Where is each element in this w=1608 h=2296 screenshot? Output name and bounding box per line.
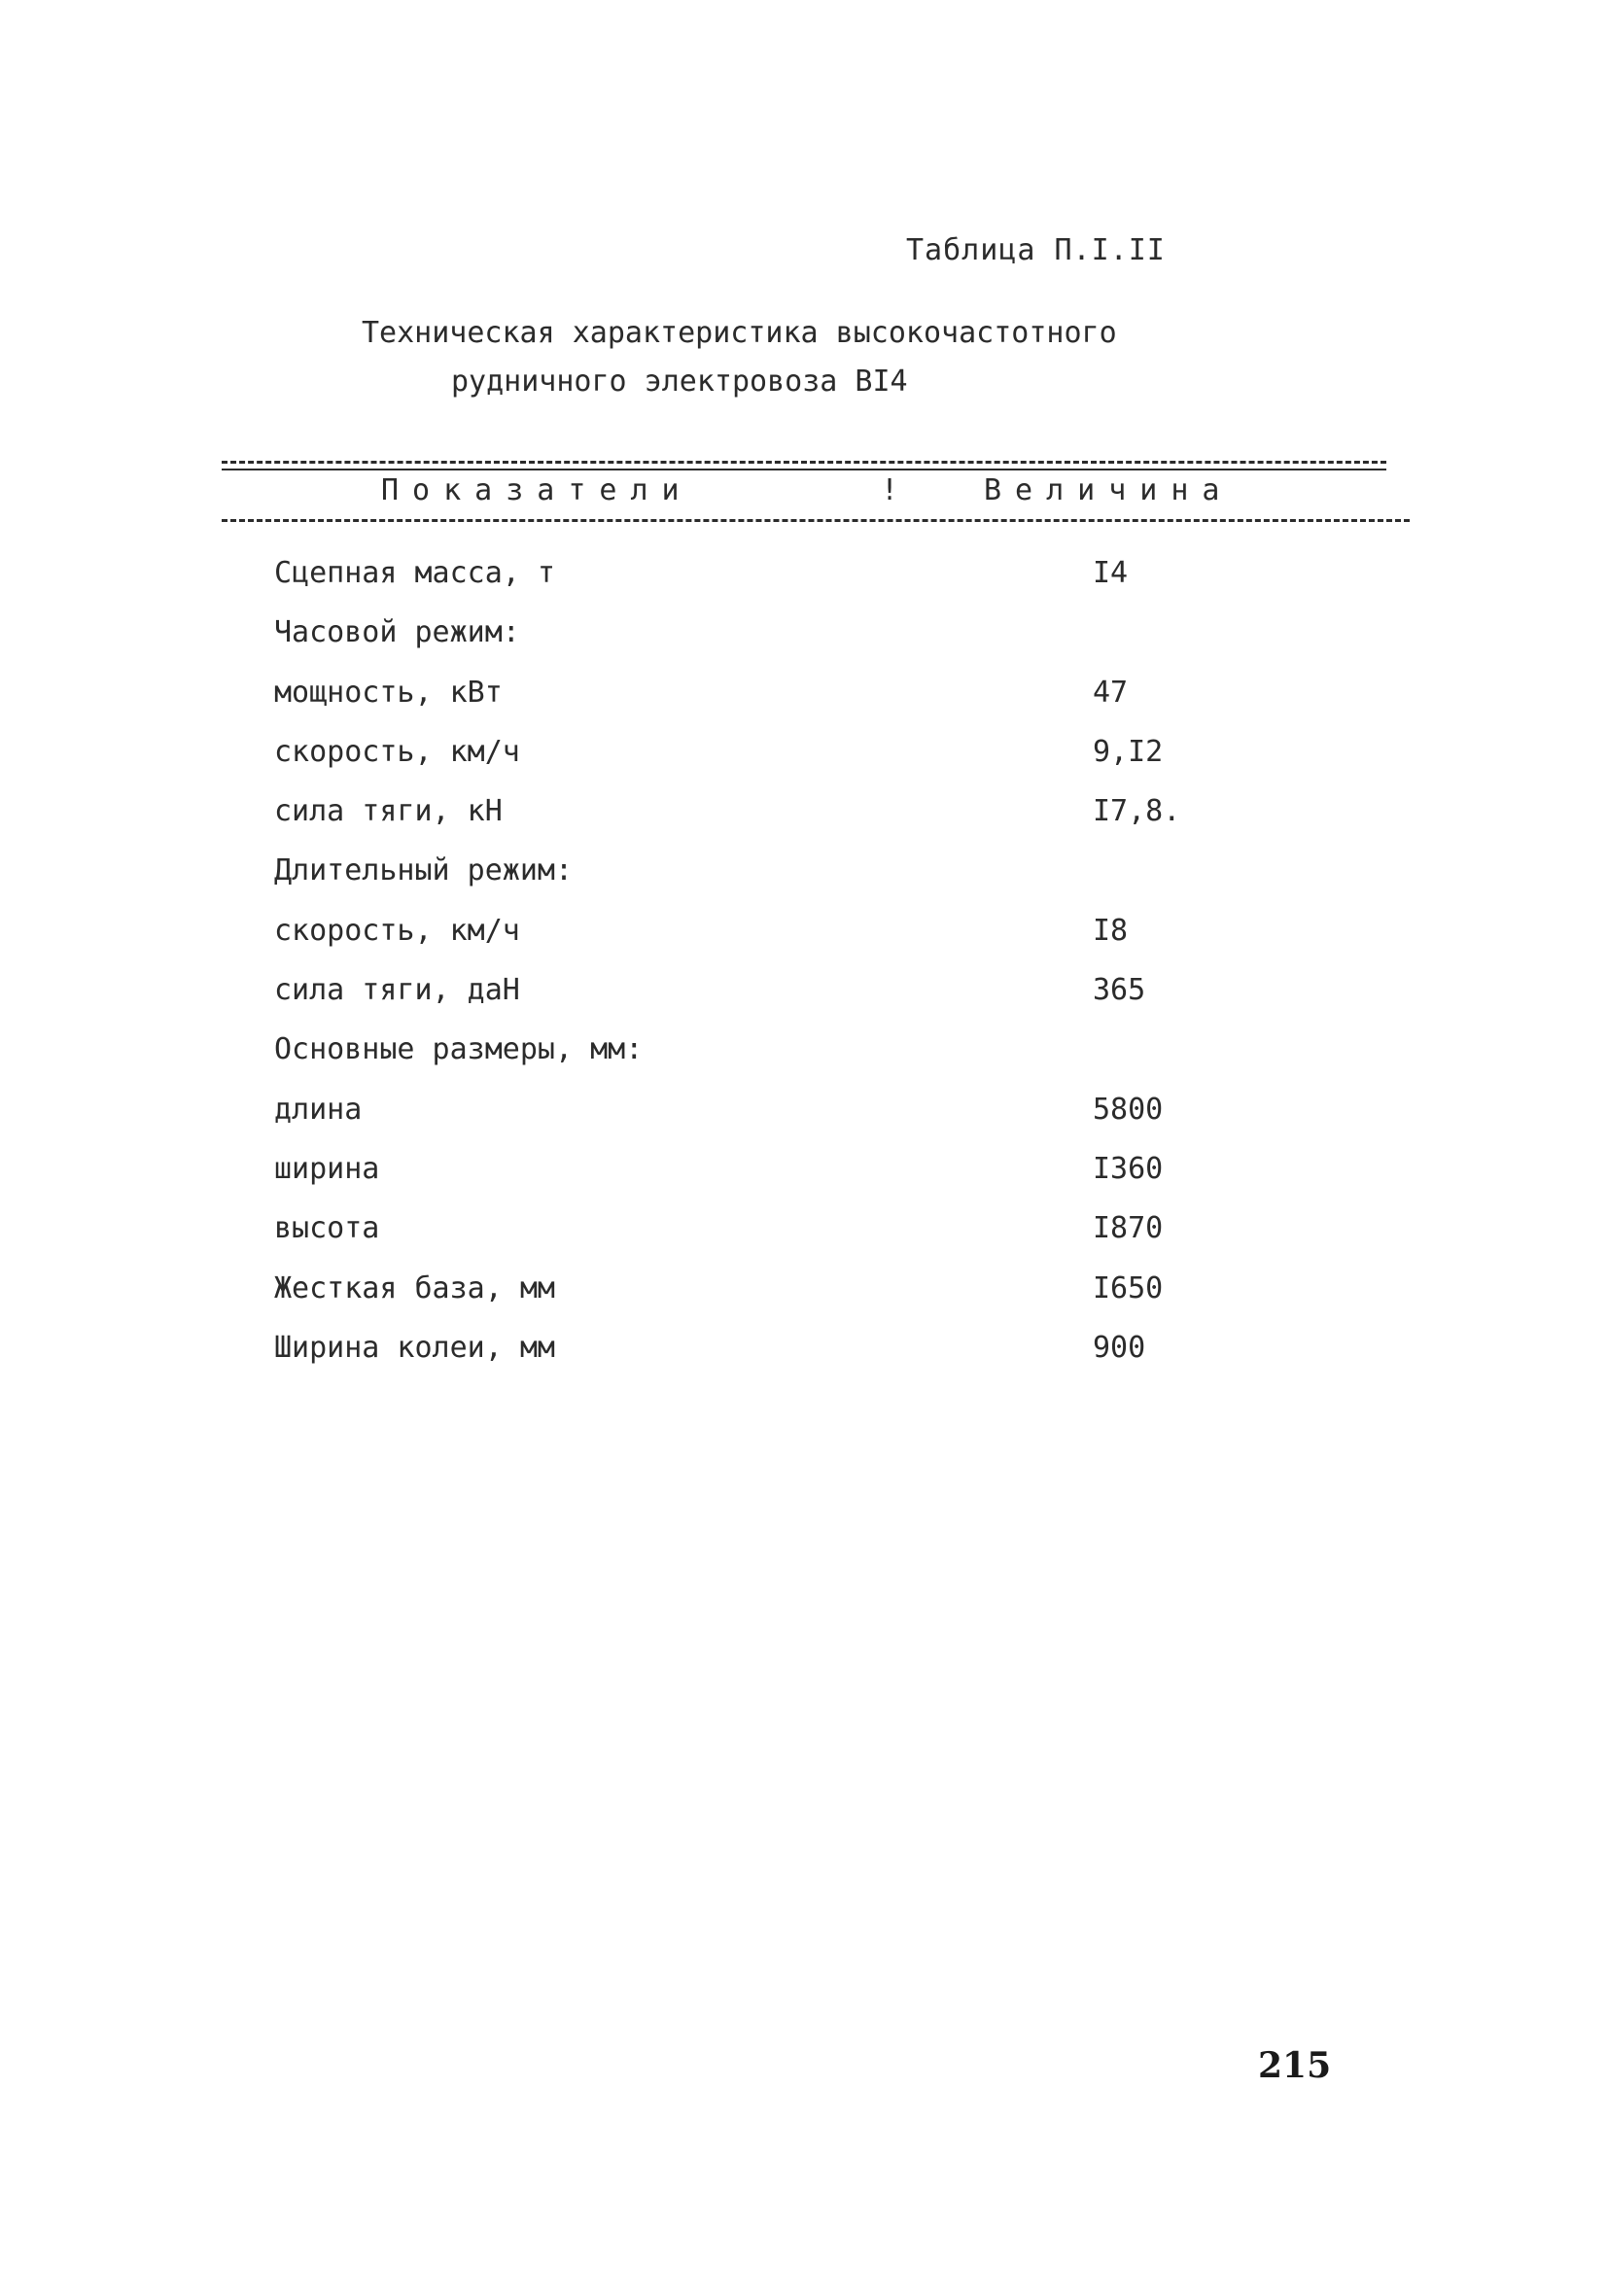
row-param: сила тяги, кН xyxy=(274,794,503,829)
table-row xyxy=(0,1331,1608,1390)
row-param: Длительный режим: xyxy=(274,853,574,888)
page-number: 215 xyxy=(1258,2045,1332,2086)
table-row xyxy=(0,1211,1608,1270)
row-value: I360 xyxy=(1093,1151,1164,1186)
table-row xyxy=(0,914,1608,973)
table-row xyxy=(0,853,1608,913)
row-value: 900 xyxy=(1093,1330,1146,1365)
row-param: длина xyxy=(274,1092,363,1127)
table-row xyxy=(0,556,1608,615)
row-param: Основные размеры, мм: xyxy=(274,1032,644,1067)
row-value: 9,I2 xyxy=(1093,734,1164,769)
row-param: ширина xyxy=(274,1151,380,1186)
header-param: Показатели xyxy=(381,473,693,507)
table-top-rule xyxy=(222,461,1386,464)
row-param: сила тяги, даН xyxy=(274,973,520,1008)
table-row xyxy=(0,1032,1608,1092)
row-value: I8 xyxy=(1093,913,1129,948)
table-row xyxy=(0,615,1608,675)
row-value: I650 xyxy=(1093,1270,1164,1305)
header-value: Величина xyxy=(984,473,1234,507)
row-value: I870 xyxy=(1093,1211,1164,1246)
table-row xyxy=(0,1093,1608,1152)
table-caption-line-2: рудничного электровоза ВI4 xyxy=(451,365,908,399)
row-value: 47 xyxy=(1093,675,1129,710)
table-row xyxy=(0,973,1608,1032)
row-value: 365 xyxy=(1093,973,1146,1008)
row-value: 5800 xyxy=(1093,1092,1164,1127)
row-param: высота xyxy=(274,1211,380,1246)
table-caption xyxy=(362,309,1117,406)
table-row xyxy=(0,735,1608,794)
table-number: Таблица П.I.II xyxy=(906,233,1166,267)
table-row xyxy=(0,1271,1608,1331)
row-value: I4 xyxy=(1093,556,1129,590)
table-row xyxy=(0,676,1608,735)
row-value: I7,8. xyxy=(1093,794,1181,829)
table-header xyxy=(222,473,1408,516)
table-row xyxy=(0,794,1608,853)
table-body xyxy=(0,556,1608,1390)
table-top-rule-solid xyxy=(222,469,1386,470)
row-param: мощность, кВт xyxy=(274,675,503,710)
header-separator: ! xyxy=(881,473,899,507)
row-param: Ширина колеи, мм xyxy=(274,1330,555,1365)
table-caption-line-1: Техническая характеристика высокочастотного xyxy=(362,316,1117,350)
row-param: Часовой режим: xyxy=(274,615,520,650)
table-header-rule xyxy=(222,519,1410,522)
row-param: скорость, км/ч xyxy=(274,734,520,769)
table-row xyxy=(0,1152,1608,1211)
row-param: скорость, км/ч xyxy=(274,913,520,948)
row-param: Сцепная масса, т xyxy=(274,556,555,590)
row-param: Жесткая база, мм xyxy=(274,1270,555,1305)
